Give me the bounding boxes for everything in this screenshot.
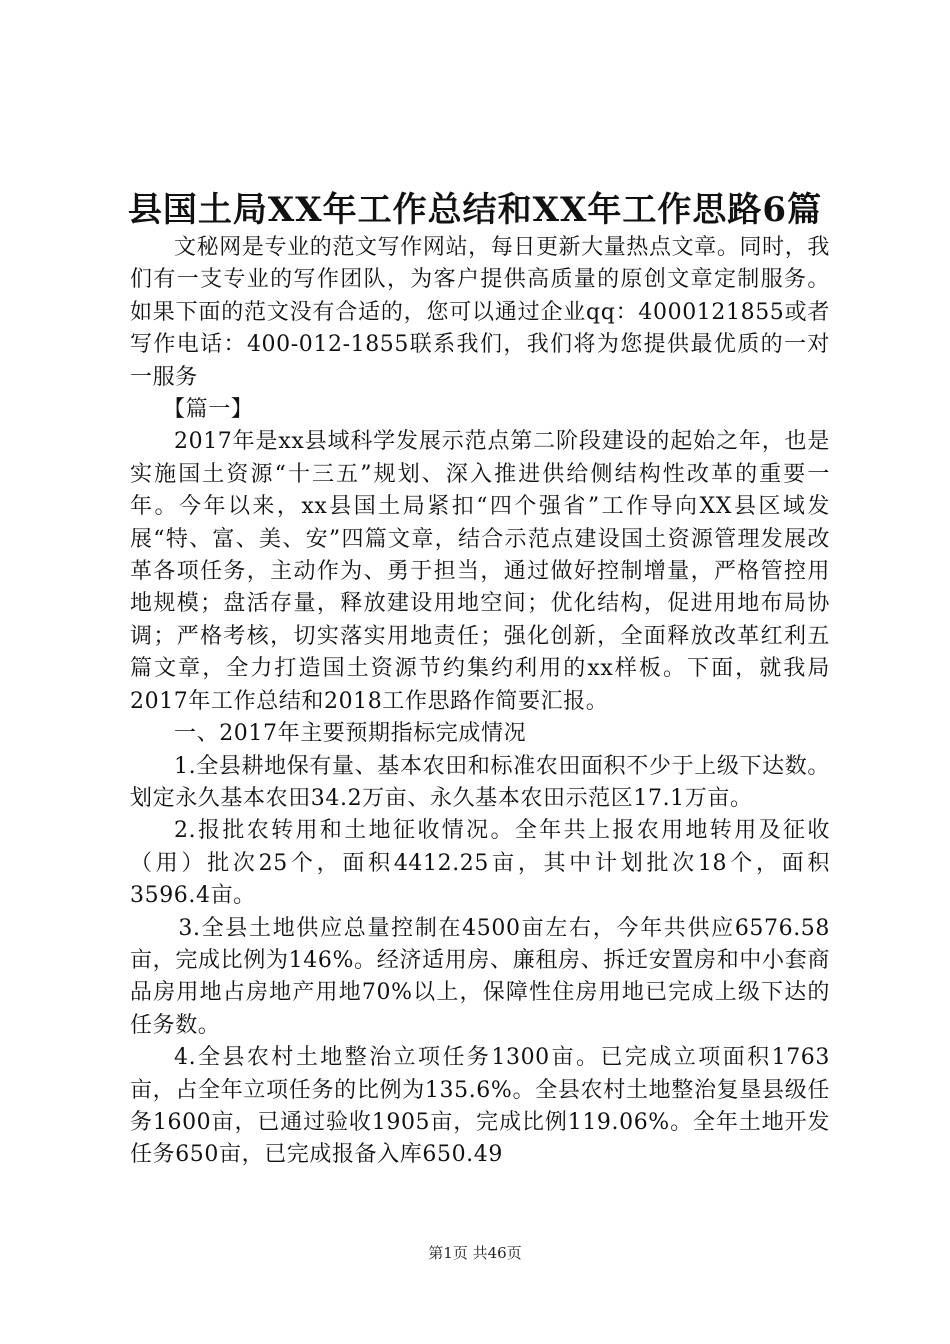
document-title: 县国土局XX年工作总结和XX年工作思路6篇 — [127, 190, 823, 230]
intro-paragraph: 文秘网是专业的范文写作网站，每日更新大量热点文章。同时，我们有一支专业的写作团队，为客户提供高质量的原创文章定制服务。如果下面的范文没有合适的，您可以通过企业qq：4000121855或者写作电话：400-012-1855联系我们，我们将为您提供最优质的一对一服务 — [130, 235, 830, 390]
item-paragraph-3: 3.全县土地供应总量控制在4500亩左右，今年共供应6576.58亩，完成比例为146%。经济适用房、廉租房、拆迁安置房和中小套商品房用地占房地产用地70%以上，保障性住房用地已完成上级下达的任务数。 — [130, 915, 830, 1038]
summary-paragraph: 2017年是xx县域科学发展示范点第二阶段建设的起始之年，也是实施国土资源“十三五”规划、深入推进供给侧结构性改革的重要一年。今年以来，xx县国土局紧扣“四个强省”工作导向XX县区域发展“特、富、美、安”四篇文章，结合示范点建设国土资源管理发展改革各项任务，主动作为、勇于担当，通过做好控制增量，严格管控用地规模；盘活存量，释放建设用地空间；优化结构，促进用地布局协调；严格考核，切实落实用地责任；强化创新，全面释放改革红利五篇文章，全力打造国土资源节约集约利用的xx样板。下面，就我局2017年工作总结和2018工作思路作简要汇报。 — [130, 429, 830, 714]
document-body — [130, 232, 830, 1172]
item-paragraph-1: 1.全县耕地保有量、基本农田和标准农田面积不少于上级下达数。划定永久基本农田34.2万亩、永久基本农田示范区17.1万亩。 — [130, 753, 830, 811]
item-paragraph-2: 2.报批农转用和土地征收情况。全年共上报农用地转用及征收（用）批次25个，面积4412.25亩，其中计划批次18个，面积3596.4亩。 — [130, 818, 830, 909]
item-paragraph-4: 4.全县农村土地整治立项任务1300亩。已完成立项面积1763亩，占全年立项任务的比例为135.6%。全县农村土地整治复垦县级任务1600亩，已通过验收1905亩，完成比例119.06%。全年土地开发任务650亩，已完成报备入库650.49 — [130, 1045, 830, 1168]
section-heading-part-one: 【篇一】 — [163, 397, 254, 423]
heading-indicators: 一、2017年主要预期指标完成情况 — [174, 721, 527, 747]
page-number: 第1页 共46页 — [428, 1244, 522, 1262]
